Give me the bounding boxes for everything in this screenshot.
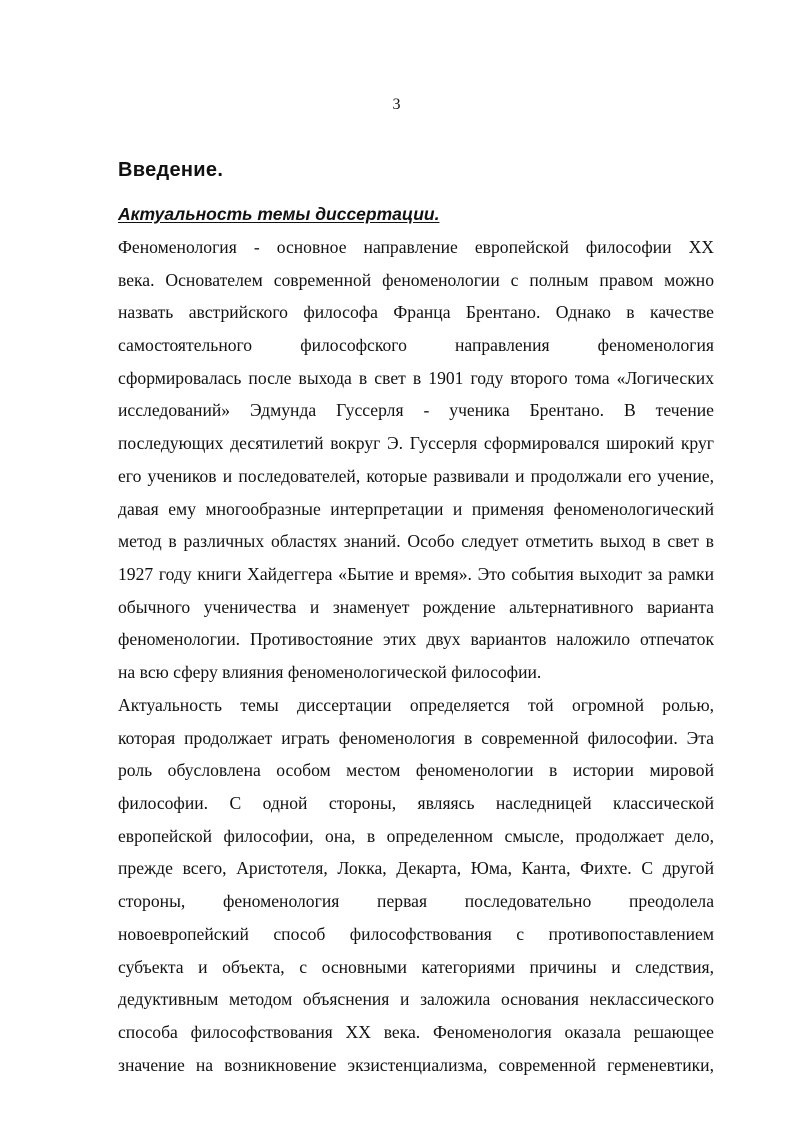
text-line: Актуальность темы диссертации определяется той огромной ролью, xyxy=(118,695,714,715)
text-line: назвать австрийского философа Франца Брентано. Однако в качестве xyxy=(118,302,714,323)
text-line: на всю сферу влияния феноменологической философии. xyxy=(118,661,542,682)
text-line: которая продолжает играть феноменология в современной философии. Эта xyxy=(118,727,714,748)
text-line: философии. С одной стороны, являясь наследницей классической xyxy=(118,793,714,814)
text-line: способа философствования XX века. Феноменология оказала решающее xyxy=(118,1021,714,1042)
text-line: европейской философии, она, в определенном смысле, продолжает дело, xyxy=(118,825,714,846)
text-line: прежде всего, Аристотеля, Локка, Декарта, Юма, Канта, Фихте. С другой xyxy=(118,858,714,879)
text-line: Феноменология - основное направление европейской философии XX xyxy=(118,237,714,257)
text-line: обычного ученичества и знаменует рождение альтернативного варианта xyxy=(118,596,714,617)
text-line: века. Основателем современной феноменологии с полным правом можно xyxy=(118,269,714,290)
text-line: метод в различных областях знаний. Особо следует отметить выход в свет в xyxy=(118,531,714,552)
text-line: самостоятельного философского направления феноменология xyxy=(118,335,714,356)
text-line: сформировалась после выхода в свет в 1901 году второго тома «Логических xyxy=(118,367,714,388)
paragraph-2 xyxy=(118,689,714,1081)
text-line: последующих десятилетий вокруг Э. Гуссерля сформировался широкий круг xyxy=(118,433,714,454)
text-line: феноменологии. Противостояние этих двух вариантов наложило отпечаток xyxy=(118,629,714,650)
text-line: значение на возникновение экзистенциализма, современной герменевтики, xyxy=(118,1054,714,1075)
subsection-heading: Актуальность темы диссертации. xyxy=(118,204,440,224)
text-line: давая ему многообразные интерпретации и применяя феноменологический xyxy=(118,498,714,519)
text-line: исследований» Эдмунда Гуссерля - ученика Брентано. В течение xyxy=(118,400,714,421)
text-line: 1927 году книги Хайдеггера «Бытие и время». Это события выходит за рамки xyxy=(118,563,714,584)
text-line: дедуктивным методом объяснения и заложила основания неклассического xyxy=(118,989,714,1010)
text-line: субъекта и объекта, с основными категориями причины и следствия, xyxy=(118,956,714,977)
text-line: роль обусловлена особом местом феноменологии в истории мировой xyxy=(118,760,714,781)
text-line: его учеников и последователей, которые развивали и продолжали его учение, xyxy=(118,465,714,486)
paragraph-1 xyxy=(118,231,714,689)
page-number: 3 xyxy=(392,96,401,113)
text-line: новоевропейский способ философствования с противопоставлением xyxy=(118,923,714,944)
text-line: стороны, феноменология первая последовательно преодолела xyxy=(118,891,714,912)
section-heading: Введение. xyxy=(118,159,224,181)
